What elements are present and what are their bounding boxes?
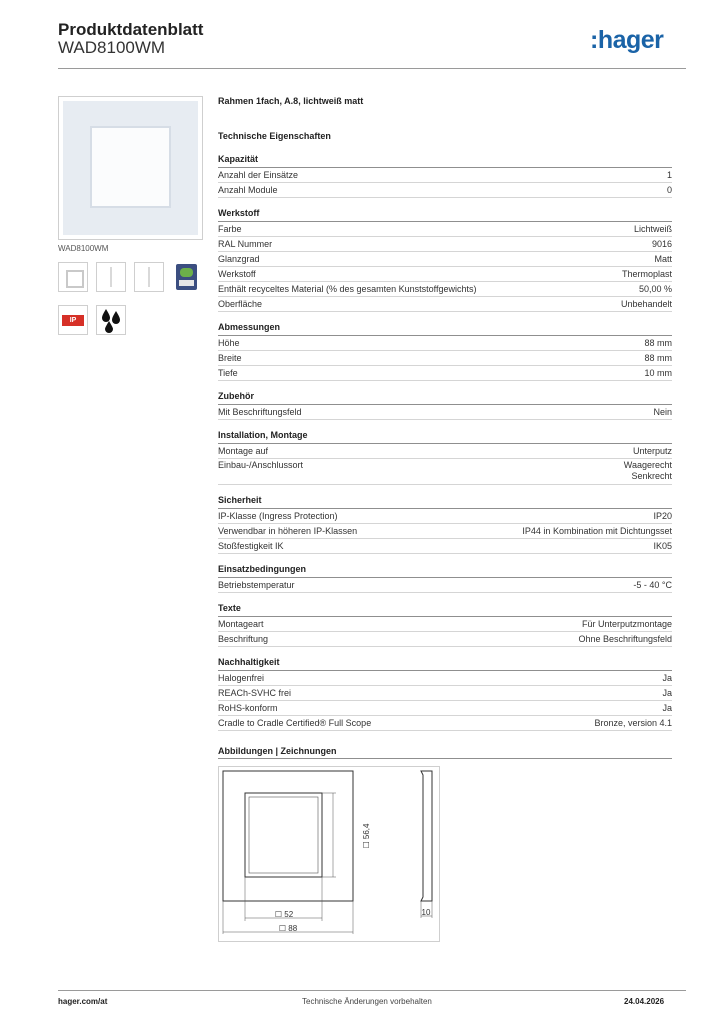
footer-date: 24.04.2026 bbox=[624, 997, 665, 1006]
technical-properties-heading: Technische Eigenschaften bbox=[218, 131, 331, 141]
spec-row bbox=[218, 366, 672, 381]
spec-row bbox=[218, 168, 672, 183]
spec-value-line: Bronze, version 4.1 bbox=[594, 718, 672, 728]
spec-value bbox=[578, 632, 672, 646]
dim-outer-width: ☐ 88 bbox=[278, 924, 298, 933]
spec-section bbox=[218, 657, 672, 731]
spec-value bbox=[622, 267, 672, 281]
spec-label: Verwendbar in höheren IP-Klassen bbox=[218, 526, 358, 536]
spec-section-title: Installation, Montage bbox=[218, 430, 672, 444]
frame-side-icon bbox=[96, 262, 126, 292]
spec-label: Mit Beschriftungsfeld bbox=[218, 407, 302, 417]
spec-value bbox=[522, 524, 672, 538]
spec-row bbox=[218, 297, 672, 312]
frame-edge-icon bbox=[134, 262, 164, 292]
figures-divider bbox=[218, 758, 672, 759]
spec-label: Anzahl der Einsätze bbox=[218, 170, 299, 180]
certification-badge-icon bbox=[172, 262, 202, 292]
spec-value bbox=[633, 578, 672, 592]
spec-value-line: 1 bbox=[666, 170, 672, 180]
spec-row bbox=[218, 222, 672, 237]
spec-label: Cradle to Cradle Certified® Full Scope bbox=[218, 718, 372, 728]
spec-label: Betriebstemperatur bbox=[218, 580, 295, 590]
spec-label: Halogenfrei bbox=[218, 673, 265, 683]
spec-label: Oberfläche bbox=[218, 299, 263, 309]
spec-label: Tiefe bbox=[218, 368, 238, 378]
website-link[interactable]: hager.com/at bbox=[58, 997, 108, 1006]
spec-label: Stoßfestigkeit IK bbox=[218, 541, 284, 551]
spec-row bbox=[218, 351, 672, 366]
spec-section-title: Kapazität bbox=[218, 154, 672, 168]
spec-value bbox=[667, 168, 672, 182]
spec-row bbox=[218, 632, 672, 647]
spec-row bbox=[218, 701, 672, 716]
spec-label: Höhe bbox=[218, 338, 240, 348]
spec-value-line: Ja bbox=[662, 673, 672, 683]
spec-row bbox=[218, 405, 672, 420]
spec-value bbox=[653, 405, 672, 419]
frame-opening bbox=[90, 126, 171, 208]
product-name: Rahmen 1fach, A.8, lichtweiß matt bbox=[218, 96, 364, 106]
spec-value bbox=[644, 366, 672, 380]
spec-value-line: Senkrecht bbox=[631, 471, 672, 481]
spec-label: Montage auf bbox=[218, 446, 269, 456]
spec-value-line: Ohne Beschriftungsfeld bbox=[578, 634, 672, 644]
product-code: WAD8100WM bbox=[58, 38, 166, 57]
spec-value-line: -5 - 40 °C bbox=[633, 580, 672, 590]
spec-section-title: Texte bbox=[218, 603, 672, 617]
spec-value-line: IP44 in Kombination mit Dichtungsset bbox=[522, 526, 672, 536]
spec-row bbox=[218, 578, 672, 593]
spec-value-line: 9016 bbox=[651, 239, 672, 249]
spec-value-line: Für Unterputzmontage bbox=[581, 619, 672, 629]
spec-row bbox=[218, 539, 672, 554]
spec-row bbox=[218, 252, 672, 267]
spec-section-title: Abmessungen bbox=[218, 322, 672, 336]
frame-plate bbox=[63, 101, 198, 235]
spec-row bbox=[218, 237, 672, 252]
spec-value bbox=[662, 701, 672, 715]
footer-divider bbox=[58, 990, 686, 991]
spec-table bbox=[218, 154, 672, 741]
spec-section bbox=[218, 154, 672, 198]
dim-inner-height: ☐ 56,4 bbox=[362, 823, 371, 849]
footer-disclaimer: Technische Änderungen vorbehalten bbox=[302, 997, 432, 1006]
spec-label: Einbau-/Anschlussort bbox=[218, 460, 304, 470]
spec-label: Beschriftung bbox=[218, 634, 269, 644]
spec-value bbox=[653, 509, 672, 523]
technical-drawing bbox=[218, 766, 440, 942]
spec-label: Werkstoff bbox=[218, 269, 256, 279]
spec-value-line: Lichtweiß bbox=[633, 224, 672, 234]
ip-rating-label: IP bbox=[62, 315, 84, 326]
spec-label: IP-Klasse (Ingress Protection) bbox=[218, 511, 338, 521]
spec-section bbox=[218, 391, 672, 420]
spec-row bbox=[218, 686, 672, 701]
spec-label: Montageart bbox=[218, 619, 264, 629]
spec-section bbox=[218, 495, 672, 554]
spec-section-title: Zubehör bbox=[218, 391, 672, 405]
ip-rating-icon bbox=[58, 305, 88, 335]
spec-value bbox=[644, 351, 672, 365]
spec-value bbox=[662, 686, 672, 700]
header-divider bbox=[58, 68, 686, 69]
hager-logo: :hager bbox=[590, 26, 664, 54]
spec-value bbox=[662, 671, 672, 685]
spec-value-line: Matt bbox=[654, 254, 672, 264]
spec-row bbox=[218, 267, 672, 282]
spec-value bbox=[621, 297, 672, 311]
spec-value-line: 10 mm bbox=[644, 368, 672, 378]
dim-inner-width: ☐ 52 bbox=[274, 910, 294, 919]
spec-value-line: Thermoplast bbox=[621, 269, 672, 279]
spec-section bbox=[218, 208, 672, 312]
spec-value bbox=[624, 460, 672, 482]
spec-row bbox=[218, 336, 672, 351]
spec-label: Enthält recyceltes Material (% des gesamten Kunststoffgewichts) bbox=[218, 284, 477, 294]
spec-value-line: 88 mm bbox=[644, 353, 672, 363]
spec-value-line: Ja bbox=[662, 703, 672, 713]
spec-value-line: Waagerecht bbox=[623, 460, 672, 470]
spec-label: Anzahl Module bbox=[218, 185, 278, 195]
spec-value bbox=[653, 539, 672, 553]
spec-section bbox=[218, 603, 672, 647]
spec-section bbox=[218, 564, 672, 593]
spec-section-title: Sicherheit bbox=[218, 495, 672, 509]
spec-value bbox=[594, 716, 672, 730]
page-title: Produktdatenblatt bbox=[58, 20, 204, 39]
spec-label: Breite bbox=[218, 353, 242, 363]
frame-front-icon bbox=[58, 262, 88, 292]
spec-row bbox=[218, 509, 672, 524]
spec-label: RAL Nummer bbox=[218, 239, 273, 249]
spec-section-title: Nachhaltigkeit bbox=[218, 657, 672, 671]
spec-value-line: Nein bbox=[653, 407, 672, 417]
spec-value-line: 88 mm bbox=[644, 338, 672, 348]
spec-label: RoHS-konform bbox=[218, 703, 278, 713]
spec-section bbox=[218, 430, 672, 485]
spec-value bbox=[633, 444, 672, 458]
spec-value-line: 50,00 % bbox=[638, 284, 672, 294]
spec-value bbox=[639, 282, 672, 296]
spec-value-line: Ja bbox=[662, 688, 672, 698]
spec-value-line: Unbehandelt bbox=[620, 299, 672, 309]
product-image-caption: WAD8100WM bbox=[58, 244, 109, 253]
spec-row bbox=[218, 524, 672, 539]
spec-value-line: IP20 bbox=[653, 511, 672, 521]
spec-row bbox=[218, 671, 672, 686]
spec-row bbox=[218, 444, 672, 459]
spec-value-line: IK05 bbox=[653, 541, 672, 551]
spec-label: Glanzgrad bbox=[218, 254, 260, 264]
water-drops-icon bbox=[96, 305, 126, 335]
product-image bbox=[58, 96, 203, 240]
dim-depth: 10 bbox=[421, 908, 431, 917]
spec-value bbox=[582, 617, 672, 631]
spec-row bbox=[218, 459, 672, 485]
spec-section-title: Werkstoff bbox=[218, 208, 672, 222]
figures-heading: Abbildungen | Zeichnungen bbox=[218, 746, 337, 756]
spec-value bbox=[644, 336, 672, 350]
spec-value bbox=[667, 183, 672, 197]
spec-section-title: Einsatzbedingungen bbox=[218, 564, 672, 578]
spec-value bbox=[634, 222, 672, 236]
spec-value bbox=[652, 237, 672, 251]
spec-value bbox=[654, 252, 672, 266]
spec-value-line: 0 bbox=[666, 185, 672, 195]
spec-label: REACh-SVHC frei bbox=[218, 688, 292, 698]
spec-row bbox=[218, 617, 672, 632]
spec-label: Farbe bbox=[218, 224, 242, 234]
spec-row bbox=[218, 282, 672, 297]
spec-value-line: Unterputz bbox=[632, 446, 672, 456]
spec-section bbox=[218, 322, 672, 381]
spec-row bbox=[218, 183, 672, 198]
spec-row bbox=[218, 716, 672, 731]
